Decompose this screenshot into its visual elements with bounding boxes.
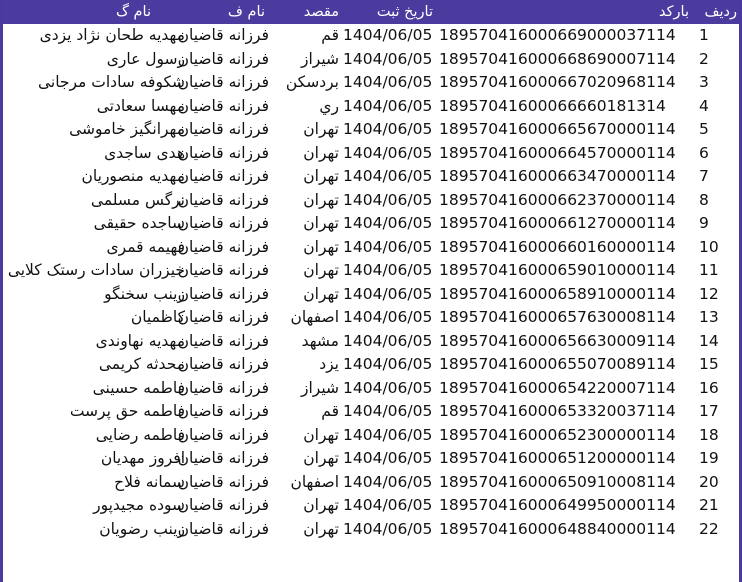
cell-destination: ري — [319, 96, 339, 115]
cell-first-name: فرزانه قاضیان — [177, 73, 269, 92]
cell-date: 1404/06/05 — [343, 49, 433, 68]
cell-destination: تهران — [303, 284, 339, 303]
cell-barcode: 189570416000669000037114 — [439, 26, 676, 45]
cell-last-name: سوده مجیدپور — [93, 496, 185, 515]
cell-radif: 3 — [699, 73, 709, 92]
cell-destination: قم — [321, 402, 339, 421]
cell-destination: تهران — [303, 167, 339, 186]
table-row[interactable] — [3, 377, 739, 401]
cell-first-name: فرزانه قاضیان — [177, 425, 269, 444]
header-first-name[interactable]: نام ف — [227, 4, 265, 20]
cell-radif: 18 — [699, 425, 719, 444]
cell-destination: شیراز — [300, 49, 339, 68]
cell-barcode: 189570416000661270000114 — [439, 214, 676, 233]
cell-first-name: فرزانه قاضیان — [177, 284, 269, 303]
cell-first-name: فرزانه قاضیان — [177, 214, 269, 233]
cell-last-name: مهدیه طحان نژاد یزدی — [39, 26, 185, 45]
cell-first-name: فرزانه قاضیان — [177, 190, 269, 209]
cell-destination: اصفهان — [290, 472, 339, 491]
cell-barcode: 189570416000662370000114 — [439, 190, 676, 209]
cell-destination: شیراز — [300, 378, 339, 397]
table-row[interactable] — [3, 283, 739, 307]
cell-date: 1404/06/05 — [343, 308, 433, 327]
cell-first-name: فرزانه قاضیان — [177, 402, 269, 421]
cell-barcode: 189570416000668690007114 — [439, 49, 676, 68]
cell-barcode: 189570416000663470000114 — [439, 167, 676, 186]
cell-first-name: فرزانه قاضیان — [177, 26, 269, 45]
cell-date: 1404/06/05 — [343, 378, 433, 397]
table-row[interactable] — [3, 330, 739, 354]
cell-destination: تهران — [303, 449, 339, 468]
cell-date: 1404/06/05 — [343, 237, 433, 256]
cell-radif: 8 — [699, 190, 709, 209]
cell-date: 1404/06/05 — [343, 496, 433, 515]
cell-radif: 4 — [699, 96, 709, 115]
cell-first-name: فرزانه قاضیان — [177, 167, 269, 186]
cell-first-name: فرزانه قاضیان — [177, 120, 269, 139]
cell-first-name: فرزانه قاضیان — [177, 355, 269, 374]
cell-destination: قم — [321, 26, 339, 45]
cell-first-name: فرزانه قاضیان — [177, 472, 269, 491]
header-last-name[interactable]: نام گ — [115, 4, 151, 20]
cell-destination: بردسکن — [285, 73, 339, 92]
cell-barcode: 189570416000651200000114 — [439, 449, 676, 468]
cell-date: 1404/06/05 — [343, 355, 433, 374]
cell-first-name: فرزانه قاضیان — [177, 96, 269, 115]
table-row[interactable] — [3, 353, 739, 377]
cell-radif: 20 — [699, 472, 719, 491]
cell-date: 1404/06/05 — [343, 167, 433, 186]
cell-radif: 16 — [699, 378, 719, 397]
header-date[interactable]: تاریخ ثبت — [376, 4, 433, 20]
cell-last-name: مهدیه منصوریان — [81, 167, 185, 186]
cell-destination: تهران — [303, 261, 339, 280]
cell-last-name: افروز مهدیان — [100, 449, 185, 468]
cell-barcode: 189570416000652300000114 — [439, 425, 676, 444]
cell-last-name: سمانه فلاح — [114, 472, 185, 491]
cell-destination: تهران — [303, 143, 339, 162]
cell-date: 1404/06/05 — [343, 26, 433, 45]
cell-last-name: فاطمه حسینی — [92, 378, 185, 397]
cell-barcode: 189570416000656630009114 — [439, 331, 676, 350]
cell-barcode: 189570416000658910000114 — [439, 284, 676, 303]
cell-date: 1404/06/05 — [343, 449, 433, 468]
cell-radif: 5 — [699, 120, 709, 139]
table-row[interactable] — [3, 95, 739, 119]
cell-date: 1404/06/05 — [343, 261, 433, 280]
cell-barcode: 189570416000655070089114 — [439, 355, 676, 374]
cell-destination: تهران — [303, 120, 339, 139]
cell-destination: مشهد — [301, 331, 339, 350]
cell-last-name: شکوفه سادات مرجانی — [37, 73, 185, 92]
cell-barcode: 189570416000650910008114 — [439, 472, 676, 491]
cell-date: 1404/06/05 — [343, 73, 433, 92]
cell-last-name: رسول عاری — [106, 49, 185, 68]
cell-radif: 2 — [699, 49, 709, 68]
table-row[interactable] — [3, 306, 739, 330]
records-table — [3, 0, 739, 541]
cell-radif: 19 — [699, 449, 719, 468]
cell-last-name: فهیمه قمری — [106, 237, 185, 256]
cell-first-name: فرزانه قاضیان — [177, 261, 269, 280]
cell-destination: تهران — [303, 237, 339, 256]
cell-barcode: 189570416000649950000114 — [439, 496, 676, 515]
cell-first-name: فرزانه قاضیان — [177, 331, 269, 350]
cell-barcode: 189570416000664570000114 — [439, 143, 676, 162]
cell-first-name: فرزانه قاضیان — [177, 237, 269, 256]
cell-destination: تهران — [303, 190, 339, 209]
cell-date: 1404/06/05 — [343, 96, 433, 115]
table-row[interactable] — [3, 494, 739, 518]
cell-radif: 7 — [699, 167, 709, 186]
table-row[interactable] — [3, 118, 739, 142]
cell-date: 1404/06/05 — [343, 190, 433, 209]
table-row[interactable] — [3, 447, 739, 471]
table-row[interactable] — [3, 400, 739, 424]
cell-destination: تهران — [303, 425, 339, 444]
table-row[interactable] — [3, 212, 739, 236]
cell-barcode: 189570416000654220007114 — [439, 378, 676, 397]
cell-last-name: فاطمه رضایی — [95, 425, 185, 444]
cell-date: 1404/06/05 — [343, 331, 433, 350]
cell-first-name: فرزانه قاضیان — [177, 496, 269, 515]
cell-radif: 10 — [699, 237, 719, 256]
cell-radif: 13 — [699, 308, 719, 327]
cell-date: 1404/06/05 — [343, 425, 433, 444]
table-row[interactable] — [3, 518, 739, 542]
cell-radif: 6 — [699, 143, 709, 162]
cell-last-name: فاطمه حق پرست — [69, 402, 185, 421]
cell-last-name: زینب رضویان — [99, 519, 185, 538]
cell-last-name: هدی ساجدی — [104, 143, 185, 162]
cell-radif: 21 — [699, 496, 719, 515]
cell-radif: 17 — [699, 402, 719, 421]
cell-barcode: 189570416000665670000114 — [439, 120, 676, 139]
table-row[interactable] — [3, 236, 739, 260]
cell-destination: تهران — [303, 519, 339, 538]
cell-radif: 1 — [699, 26, 709, 45]
cell-radif: 11 — [699, 261, 719, 280]
cell-radif: 12 — [699, 284, 719, 303]
table-row[interactable] — [3, 165, 739, 189]
cell-barcode: 189570416000667020968114 — [439, 73, 676, 92]
cell-date: 1404/06/05 — [343, 519, 433, 538]
table-row[interactable] — [3, 142, 739, 166]
table-row[interactable] — [3, 424, 739, 448]
table-row[interactable] — [3, 471, 739, 495]
cell-first-name: فرزانه قاضیان — [177, 378, 269, 397]
cell-date: 1404/06/05 — [343, 402, 433, 421]
header-radif[interactable]: ردیف — [704, 4, 737, 20]
cell-last-name: محدثه کریمی — [98, 355, 185, 374]
cell-destination: یزد — [319, 355, 339, 374]
table-row[interactable] — [3, 24, 739, 48]
cell-last-name: مهدیه نهاوندی — [95, 331, 185, 350]
cell-barcode: 18957041600066660181314 — [439, 96, 666, 115]
cell-radif: 15 — [699, 355, 719, 374]
cell-last-name: مهسا سعادتی — [96, 96, 185, 115]
cell-date: 1404/06/05 — [343, 214, 433, 233]
cell-first-name: فرزانه قاضیان — [177, 308, 269, 327]
cell-radif: 14 — [699, 331, 719, 350]
cell-first-name: فرزانه قاضیان — [177, 143, 269, 162]
cell-last-name: خیزران سادات رستک کلایی — [7, 261, 185, 280]
cell-last-name: نرگس مسلمی — [90, 190, 185, 209]
cell-date: 1404/06/05 — [343, 143, 433, 162]
cell-destination: تهران — [303, 214, 339, 233]
cell-radif: 9 — [699, 214, 709, 233]
header-barcode[interactable]: بارکد — [659, 4, 689, 20]
cell-date: 1404/06/05 — [343, 472, 433, 491]
cell-radif: 22 — [699, 519, 719, 538]
cell-destination: اصفهان — [290, 308, 339, 327]
table-row[interactable] — [3, 259, 739, 283]
cell-barcode: 189570416000653320037114 — [439, 402, 676, 421]
cell-first-name: فرزانه قاضیان — [177, 49, 269, 68]
table-header-row — [3, 0, 739, 24]
cell-first-name: فرزانه قاضیان — [177, 449, 269, 468]
cell-barcode: 189570416000660160000114 — [439, 237, 676, 256]
table-row[interactable] — [3, 48, 739, 72]
header-destination[interactable]: مقصد — [303, 4, 339, 20]
cell-first-name: فرزانه قاضیان — [177, 519, 269, 538]
cell-barcode: 189570416000648840000114 — [439, 519, 676, 538]
cell-destination: تهران — [303, 496, 339, 515]
cell-barcode: 189570416000657630008114 — [439, 308, 676, 327]
cell-last-name: ساجده حقیقی — [93, 214, 185, 233]
cell-date: 1404/06/05 — [343, 284, 433, 303]
cell-last-name: مهرانگیز خاموشی — [69, 120, 185, 139]
cell-last-name: کاظمیان — [130, 308, 185, 327]
table-row[interactable] — [3, 71, 739, 95]
table-row[interactable] — [3, 189, 739, 213]
cell-date: 1404/06/05 — [343, 120, 433, 139]
cell-last-name: زینب سخنگو — [104, 284, 185, 303]
cell-barcode: 189570416000659010000114 — [439, 261, 676, 280]
